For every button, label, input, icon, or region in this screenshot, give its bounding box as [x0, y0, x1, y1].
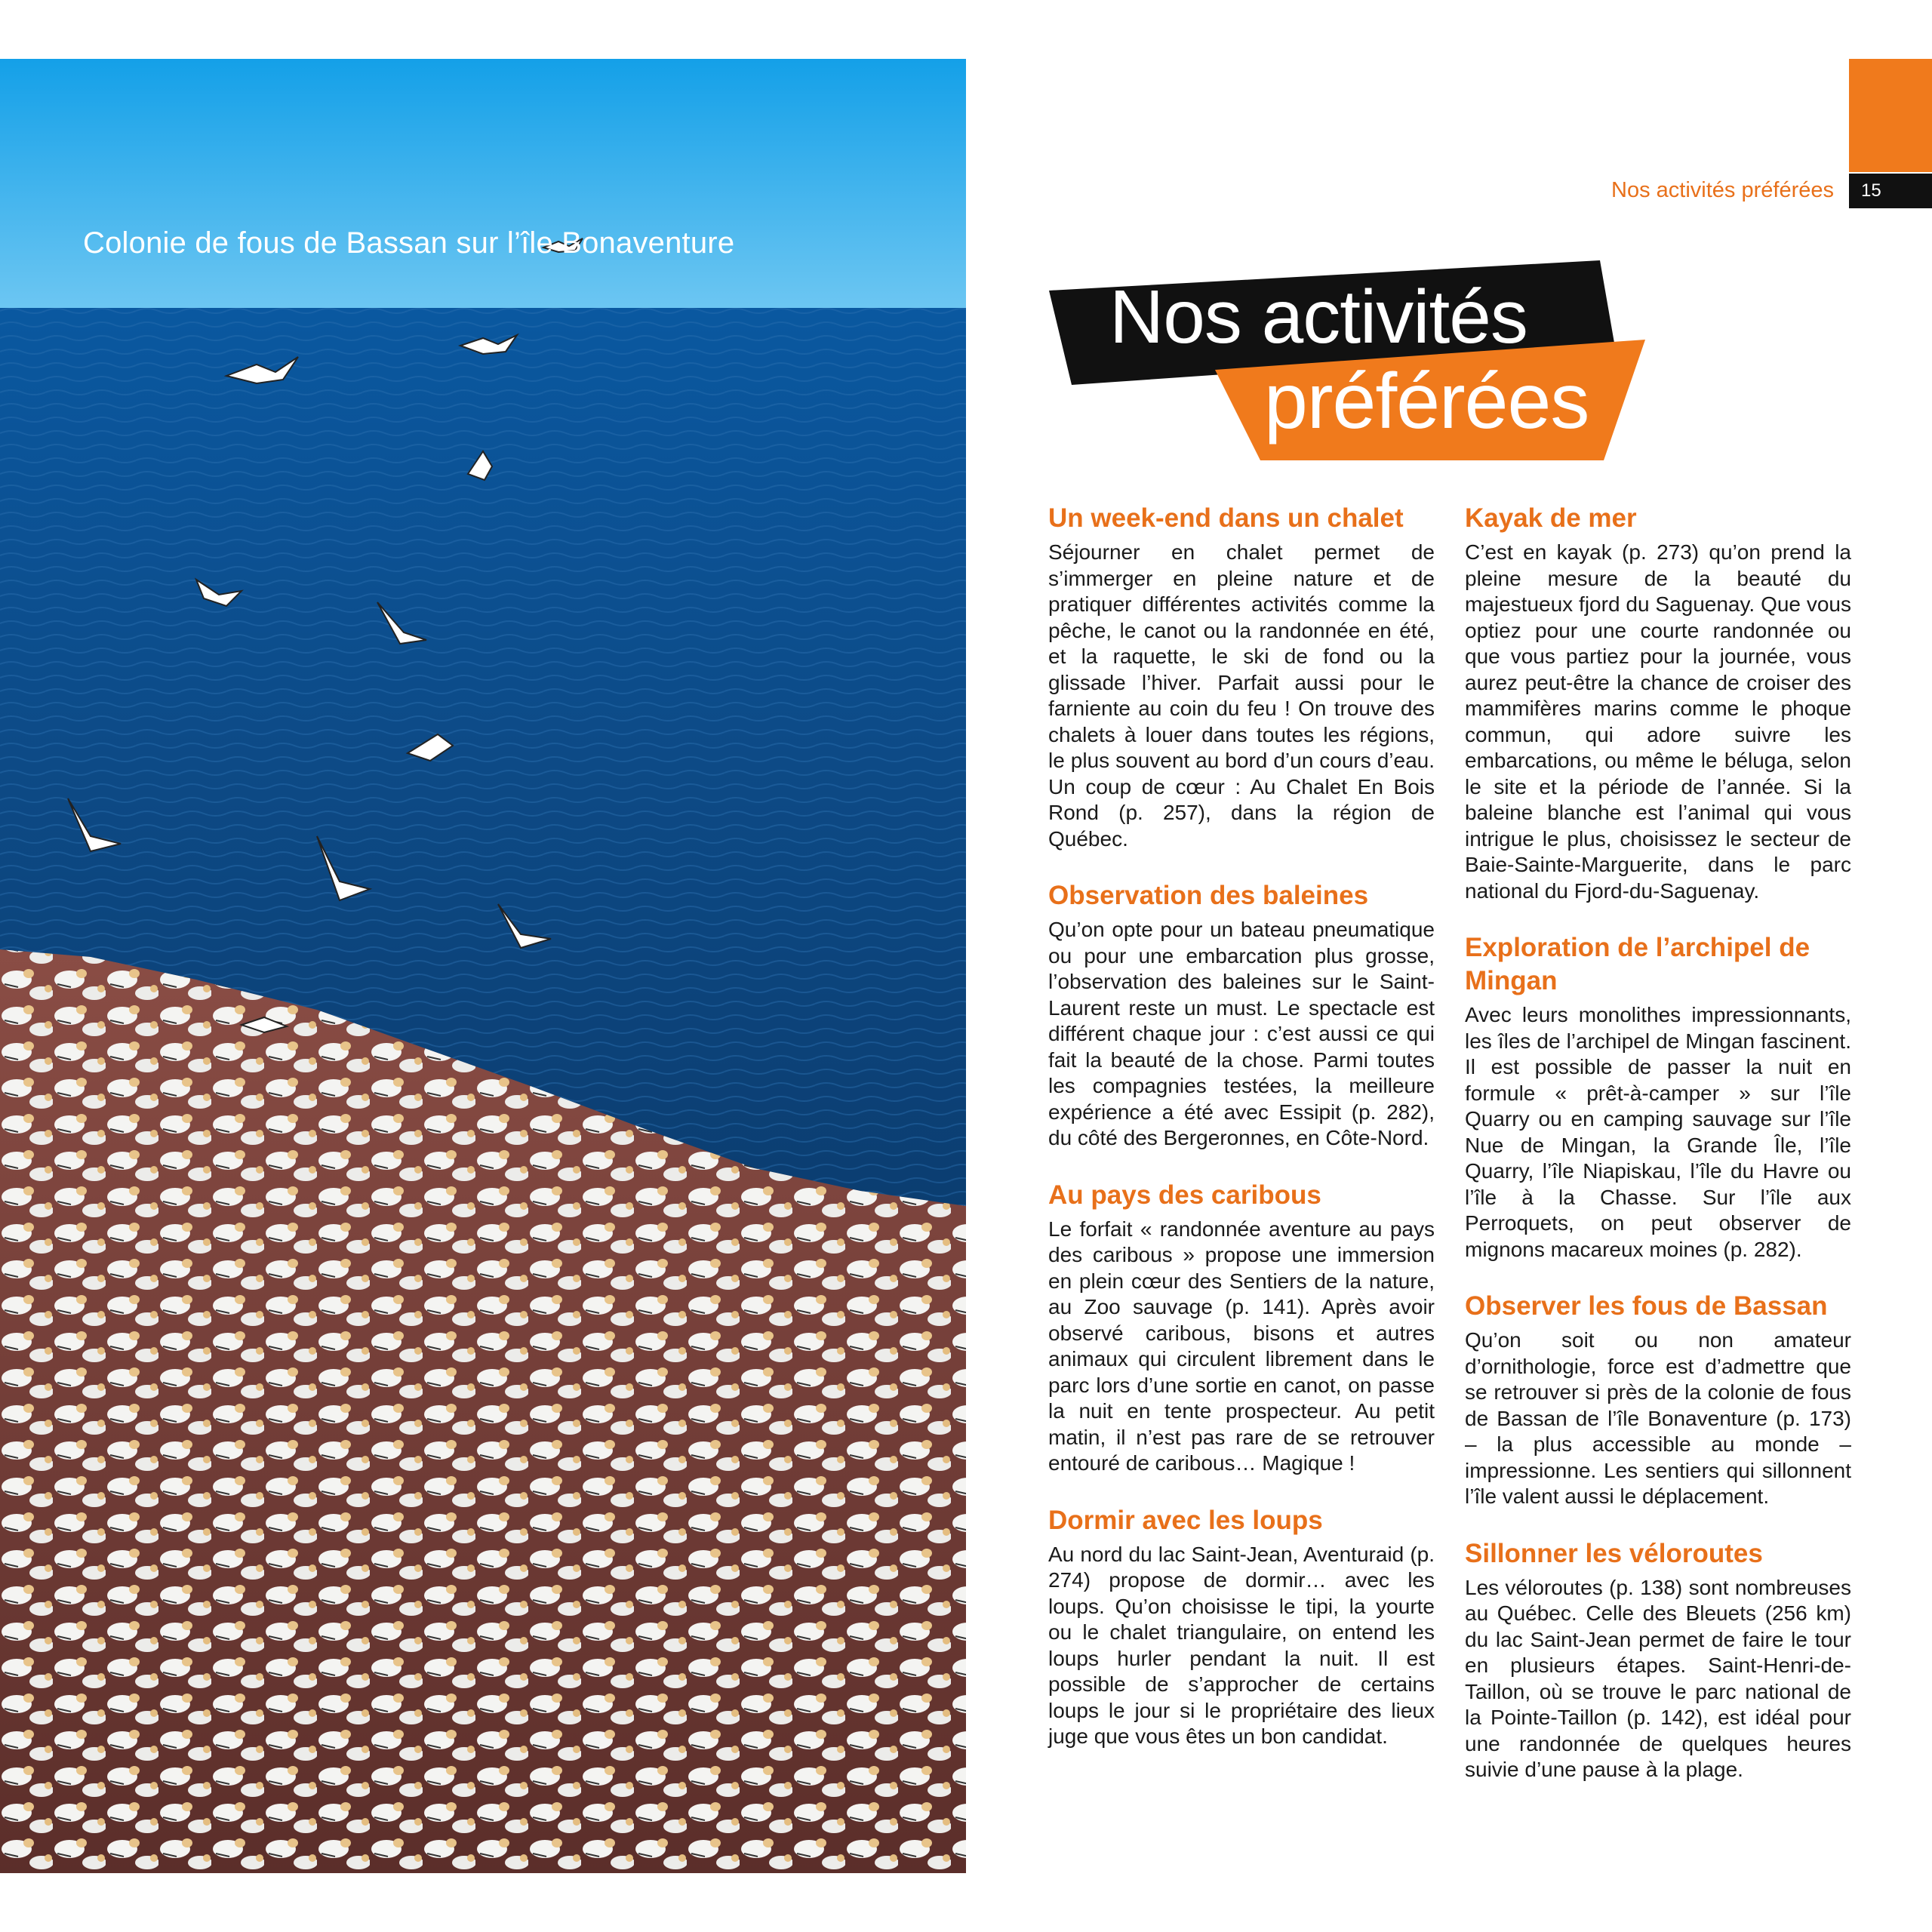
section-fous-de-bassan [1465, 1290, 1851, 1510]
section-body: Avec leurs monolithes impressionnants, les îles de l’archipel de Mingan fascinent. Il est possible de passer la nuit en formule « prêt-à-camper » sur l’île Quarry ou en camping sauvage sur l’île Nue de Mingan, la Grande Île, l’île Quarry, l’île Niapiskau, l’île du Havre ou l’île à la Chasse. Sur l’île aux Perroquets, on peut observer de mignons macareux moines (p. 282). [1465, 1003, 1851, 1261]
section-body: Au nord du lac Saint-Jean, Aventuraid (p. 274) propose de dormir… avec les loups. Qu’on choisisse le tipi, la yourte ou le chalet triangulaire, on entend les loups hurler pendant la nuit. Il est possible de s’approcher de certains loups le jour si le propriétaire des lieux juge que vous êtes un bon candidat. [1048, 1542, 1435, 1748]
section-heading: Sillonner les véloroutes [1465, 1538, 1763, 1568]
page-number: 15 [1849, 174, 1932, 208]
section-mingan [1465, 931, 1851, 1263]
running-head: Nos activités préférées [1611, 178, 1834, 202]
section-heading: Dormir avec les loups [1048, 1505, 1323, 1535]
section-heading: Un week-end dans un chalet [1048, 503, 1404, 533]
section-body: Qu’on soit ou non amateur d’ornithologie, force est d’admettre que se retrouver si près de la colonie de fous de Bassan de l’île Bonaventure (p. 173) – la plus accessible au monde – impressionne. Les sentiers qui sillonnent l’île valent aussi le déplacement. [1465, 1328, 1851, 1508]
section-heading: Au pays des caribous [1048, 1180, 1321, 1210]
section-body: Séjourner en chalet permet de s’immerger en pleine nature et de pratiquer différentes activités comme la pêche, le canot ou la randonnée en été, et la raquette, le ski de fond ou la glissade l’hiver. Parfait aussi pour le farniente au coin du feu ! On trouve des chalets à louer dans toutes les régions, le plus souvent au bord d’un cours d’eau. Un coup de cœur : Au Chalet En Bois Rond (p. 257), dans la région de Québec. [1048, 540, 1435, 851]
section-veloroutes [1465, 1537, 1851, 1783]
section-heading: Exploration de l’archipel de Mingan [1465, 933, 1810, 995]
gannet-colony-photo [0, 59, 966, 1873]
section-body: Le forfait « randonnée aventure au pays des caribous » propose une immersion en plein cœur des Sentiers de la nature, au Zoo sauvage (p. 141). Après avoir observé caribous, bisons et autres animaux qui circulent librement dans le parc lors d’une sortie en canot, on passe la nuit en tente prospecteur. Au petit matin, il n’est pas rare de se retrouver entouré de caribous… Magique ! [1048, 1217, 1435, 1475]
section-heading: Observation des baleines [1048, 881, 1369, 910]
section-loups [1048, 1504, 1435, 1750]
photo-caption: Colonie de fous de Bassan sur l’île Bonaventure [83, 226, 735, 260]
chapter-title [1041, 257, 1660, 468]
section-chalet [1048, 502, 1435, 852]
section-body: Les véloroutes (p. 138) sont nombreuses au Québec. Celle des Bleuets (256 km) du lac Saint-Jean permet de faire le tour en plusieurs étapes. Saint-Henri-de-Taillon, où se trouve le parc national de la Pointe-Taillon (p. 142), est idéal pour une randonnée de quelques heures suivie d’une pause à la plage. [1465, 1575, 1851, 1781]
section-kayak [1465, 502, 1851, 904]
title-line-2: préférées [1264, 358, 1589, 445]
left-column [1048, 502, 1435, 1777]
section-body: C’est en kayak (p. 273) qu’on prend la pleine mesure de la beauté du majestueux fjord du Saguenay. Que vous optiez pour une courte randonnée ou que vous partiez pour la journée, vous aurez peut-être la chance de croiser des mammifères marins comme le phoque commun, qui adore suivre les embarcations, ou même le béluga, selon le site et la période de l’année. Si la baleine blanche est l’animal qui vous intrigue le plus, choisissez le secteur de Baie-Sainte-Marguerite, dans le parc national du Fjord-du-Saguenay. [1465, 540, 1851, 903]
section-caribous [1048, 1179, 1435, 1477]
gannet-colony-illustration [0, 59, 966, 1873]
title-line-1: Nos activités [1109, 275, 1527, 359]
section-heading: Observer les fous de Bassan [1465, 1291, 1828, 1321]
section-heading: Kayak de mer [1465, 503, 1637, 533]
section-baleines [1048, 879, 1435, 1152]
right-column [1465, 502, 1851, 1810]
section-body: Qu’on opte pour un bateau pneumatique ou pour une embarcation plus grosse, l’observation des baleines sur le Saint-Laurent reste un must. Le spectacle est différent chaque jour : c’est aussi ce qui fait la beauté de la chose. Parmi toutes les compagnies testées, la meilleure expérience a été avec Essipit (p. 282), du côté des Bergeronnes, en Côte-Nord. [1048, 918, 1435, 1149]
chapter-tab [1849, 59, 1932, 172]
